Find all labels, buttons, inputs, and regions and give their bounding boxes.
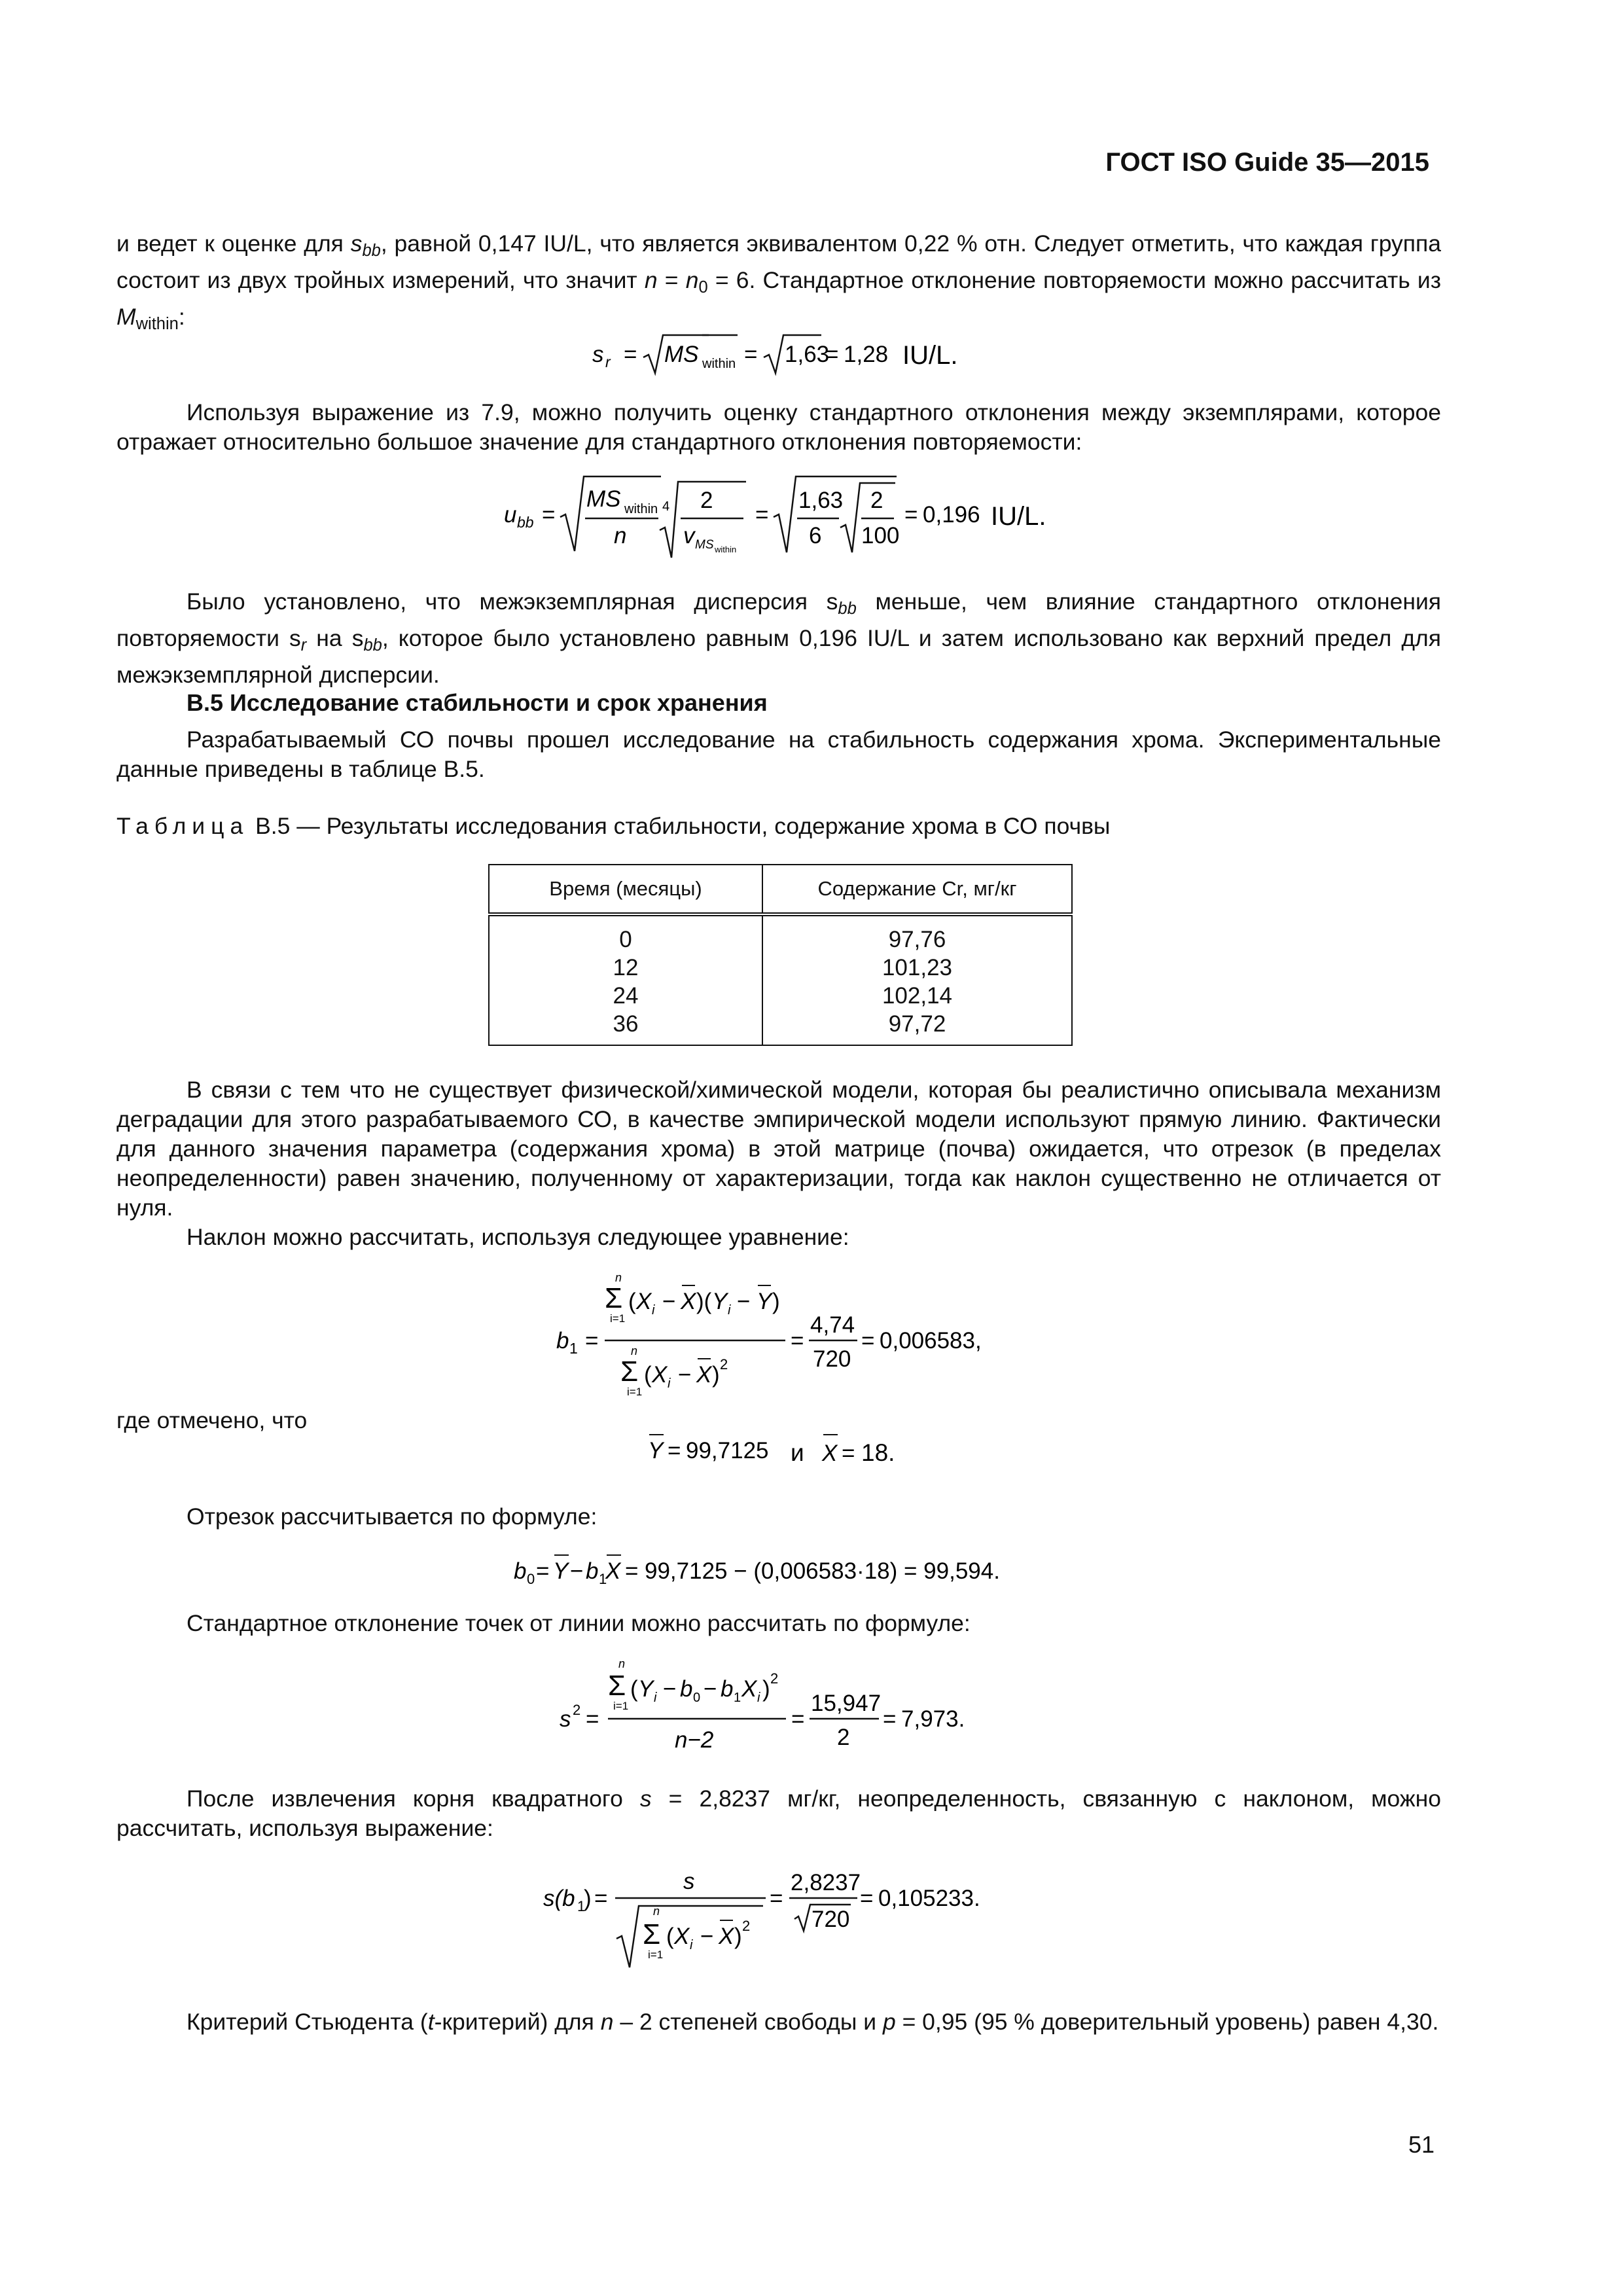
svg-text:b: b [586,1558,599,1584]
svg-text:s: s [683,1869,695,1894]
svg-text:): ) [772,1289,780,1314]
table-row: 24 102,14 [489,982,1072,1010]
svg-text:i: i [690,1938,693,1952]
svg-text:n: n [615,1271,622,1284]
svg-text:): ) [734,1924,742,1949]
svg-text:): ) [712,1362,720,1388]
svg-text:=: = [883,1706,897,1732]
svg-text:=: = [825,342,839,367]
svg-text:n−2: n−2 [675,1727,714,1753]
svg-text:7,973.: 7,973. [901,1706,965,1732]
svg-text:−: − [663,1676,677,1702]
svg-text:−: − [678,1362,692,1388]
svg-text:MS: MS [695,538,714,552]
svg-text:(: ( [666,1924,674,1949]
section-heading-b5: В.5 Исследование стабильности и срок хранения [187,689,768,716]
svg-text:X: X [719,1924,734,1949]
table-row: 0 97,76 [489,914,1072,954]
svg-text:−: − [662,1289,676,1314]
svg-text:2,8237: 2,8237 [791,1870,861,1895]
svg-text:2: 2 [837,1725,850,1750]
svg-text:X: X [681,1289,696,1314]
table-row: 12 101,23 [489,954,1072,982]
svg-text:0,196: 0,196 [923,502,980,528]
svg-text:(: ( [628,1289,636,1314]
svg-text:и: и [791,1439,804,1466]
svg-text:−: − [737,1289,751,1314]
svg-text:−: − [704,1676,717,1702]
svg-text:0: 0 [693,1691,701,1705]
svg-text:Y: Y [553,1558,569,1584]
paragraph-std-dev-intro: Стандартное отклонение точек от линии можно рассчитать по формуле: [187,1610,971,1636]
table-header-content: Содержание Cr, мг/кг [762,865,1072,914]
svg-text:i: i [652,1303,655,1318]
svg-text:s(b: s(b [543,1886,575,1911]
svg-text:Σ: Σ [620,1355,639,1388]
svg-text:1: 1 [569,1340,578,1357]
svg-text:Y: Y [638,1676,654,1702]
svg-text:within: within [702,357,736,371]
svg-text:1: 1 [734,1691,741,1705]
paragraph-student: Критерий Стьюдента (t-критерий) для n – 2 степеней свободы и p = 0,95 (95 % доверительный уровень) равен 4,30. [187,2009,1439,2035]
formula-sr [592,332,1050,384]
svg-text:n: n [618,1657,626,1670]
svg-text:15,947: 15,947 [811,1691,882,1716]
svg-text:within: within [624,502,658,516]
svg-text:i: i [668,1376,671,1391]
paragraph-model: В связи с тем что не существует физической/химической модели, которая бы реалистично описывала механизм деградации для этого разрабатываемого СО, в качестве эмпирической модели используют прямую линию. Фактически для данного значения параметра (содержания хрома) в этой матрице (почва) ожидается, что отрезок (в пределах неопределенности) равен значению, полученному от характеризации, тогда как наклон существенно не отличается от нуля. [116,1077,1441,1221]
table-caption: Таблица В.5 — Результаты исследования стабильности, содержание хрома в СО почвы [116,813,1111,839]
svg-text:2: 2 [700,488,713,513]
svg-text:=: = [585,1328,599,1354]
svg-text:=: = [791,1328,804,1354]
svg-text:0,105233.: 0,105233. [878,1886,980,1911]
svg-text:=: = [625,1558,639,1584]
svg-text:i=1: i=1 [613,1700,629,1712]
svg-text:=: = [770,1886,783,1911]
svg-text:−: − [700,1924,714,1949]
formula-means [648,1428,923,1480]
svg-text:s: s [592,342,604,367]
svg-text:i=1: i=1 [627,1386,643,1398]
svg-text:2: 2 [770,1670,779,1687]
svg-text:IU/L.: IU/L. [991,502,1046,531]
svg-text:2: 2 [742,1918,751,1934]
svg-text:Y: Y [648,1438,664,1463]
svg-text:): ) [584,1886,592,1911]
paragraph-intercept-intro: Отрезок рассчитывается по формуле: [187,1503,597,1530]
svg-text:b: b [514,1558,527,1584]
svg-text:Y: Y [712,1289,728,1314]
svg-text:1: 1 [577,1898,586,1914]
svg-text:720: 720 [812,1907,850,1932]
svg-text:within: within [715,545,737,554]
standard-header: ГОСТ ISO Guide 35—2015 [1105,148,1429,177]
svg-text:99,7125: 99,7125 [686,1438,769,1463]
svg-text:n: n [653,1905,660,1918]
svg-text:MS: MS [586,486,621,512]
svg-text:=: = [586,1706,599,1732]
svg-text:1,63: 1,63 [798,488,844,513]
page-number: 51 [1408,2131,1435,2158]
svg-text:=: = [542,502,556,528]
svg-text:100: 100 [861,523,900,548]
svg-text:−: − [570,1558,584,1584]
svg-text:i=1: i=1 [610,1312,626,1325]
svg-text:i: i [654,1691,657,1705]
svg-text:i: i [757,1691,760,1705]
svg-text:b: b [556,1328,569,1354]
svg-text:=: = [744,342,758,367]
paragraph-7-9: Используя выражение из 7.9, можно получить оценку стандартного отклонения между экземплярами, которое отражает относительно большое значение для стандартного отклонения повторяемости: [116,399,1441,455]
paragraph-stability: Разрабатываемый СО почвы прошел исследование на стабильность содержания хрома. Экспериментальные данные приведены в таблице В.5. [116,726,1441,782]
svg-text:n: n [614,523,627,548]
svg-text:720: 720 [813,1346,851,1372]
svg-text:b: b [680,1676,693,1702]
svg-text:)(: )( [696,1289,712,1314]
svg-text:X: X [696,1362,712,1388]
svg-text:99,7125 − (0,006583·18) = 99,5: 99,7125 − (0,006583·18) = 99,594. [645,1558,1000,1584]
svg-text:X: X [636,1289,652,1314]
paragraph-dispersion: Было установлено, что межэкземплярная дисперсия $s_{bb}$ меньше, чем влияние стандартного отклонения повторяемости $s_r$ на $s_{bb}$, которое было установлено равным 0,196 IU/L и затем использовано как верхний предел для межэкземплярной дисперсии. [116,588,1441,689]
svg-text:MS: MS [664,342,699,367]
svg-text:Σ: Σ [643,1918,661,1950]
svg-text:b: b [721,1676,734,1702]
svg-text:X: X [741,1676,757,1702]
paragraph-sbb-estimate: и ведет к оценке для $s_{bb}$, равной 0,147 IU/L, что является эквивалентом 0,22 % отн. Следует отметить, что каждая группа состоит из двух тройных измерений, что значит $n = n_0 = 6$. Стандартное отклонение повторяемости можно рассчитать из $M_{within}$: [116,230,1441,334]
svg-text:): ) [762,1676,770,1702]
svg-text:X: X [674,1924,690,1949]
svg-text:Y: Y [757,1289,772,1314]
formula-slope-b1 [556,1270,1093,1420]
svg-text:v: v [683,523,695,548]
svg-text:IU/L.: IU/L. [902,341,958,370]
svg-text:u: u [504,502,517,528]
svg-text:n: n [631,1344,638,1357]
svg-text:X: X [822,1441,838,1466]
svg-text:i: i [728,1303,731,1318]
svg-text:2: 2 [870,488,883,513]
svg-text:=: = [904,502,918,528]
svg-text:=: = [842,1441,855,1466]
svg-text:1: 1 [599,1571,607,1587]
formula-s-squared [560,1656,1018,1767]
svg-text:(: ( [644,1362,652,1388]
svg-text:bb: bb [517,514,534,531]
paragraph-slope-uncertainty: После извлечения корня квадратного s = 2,8237 мг/кг, неопределенность, связанную с наклоном, можно рассчитать, используя выражение: [116,1785,1441,1841]
svg-text:0,006583,: 0,006583, [880,1328,982,1354]
svg-text:=: = [668,1438,681,1463]
svg-text:2: 2 [573,1702,581,1718]
svg-text:=: = [860,1886,874,1911]
formula-ubb [504,473,1093,570]
svg-text:r: r [605,353,611,370]
svg-text:=: = [791,1706,805,1732]
svg-text:X: X [652,1362,668,1388]
paragraph-where: где отмечено, что [116,1407,308,1433]
svg-text:0: 0 [527,1571,535,1587]
svg-text:1,63: 1,63 [785,342,830,367]
svg-text:Σ: Σ [608,1670,626,1702]
svg-text:=: = [624,342,637,367]
svg-text:2: 2 [720,1356,728,1372]
svg-text:i=1: i=1 [648,1948,664,1961]
svg-text:X: X [605,1558,621,1584]
svg-text:(: ( [630,1676,638,1702]
svg-text:18.: 18. [861,1439,895,1466]
formula-intercept-b0 [514,1549,1063,1600]
svg-text:Σ: Σ [605,1282,623,1314]
formula-s-b1 [543,1852,1041,1976]
svg-text:=: = [536,1558,550,1584]
svg-text:=: = [594,1886,608,1911]
svg-text:=: = [755,502,769,528]
svg-text:4,74: 4,74 [810,1312,855,1338]
svg-text:6: 6 [809,523,822,548]
svg-text:4: 4 [662,499,670,514]
svg-text:=: = [861,1328,875,1354]
paragraph-slope-intro: Наклон можно рассчитать, используя следующее уравнение: [187,1224,849,1250]
svg-text:1,28: 1,28 [844,342,889,367]
table-row: 36 97,72 [489,1010,1072,1045]
table-header-time: Время (месяцы) [489,865,762,914]
svg-text:s: s [560,1706,571,1732]
stability-table [488,864,1073,1046]
